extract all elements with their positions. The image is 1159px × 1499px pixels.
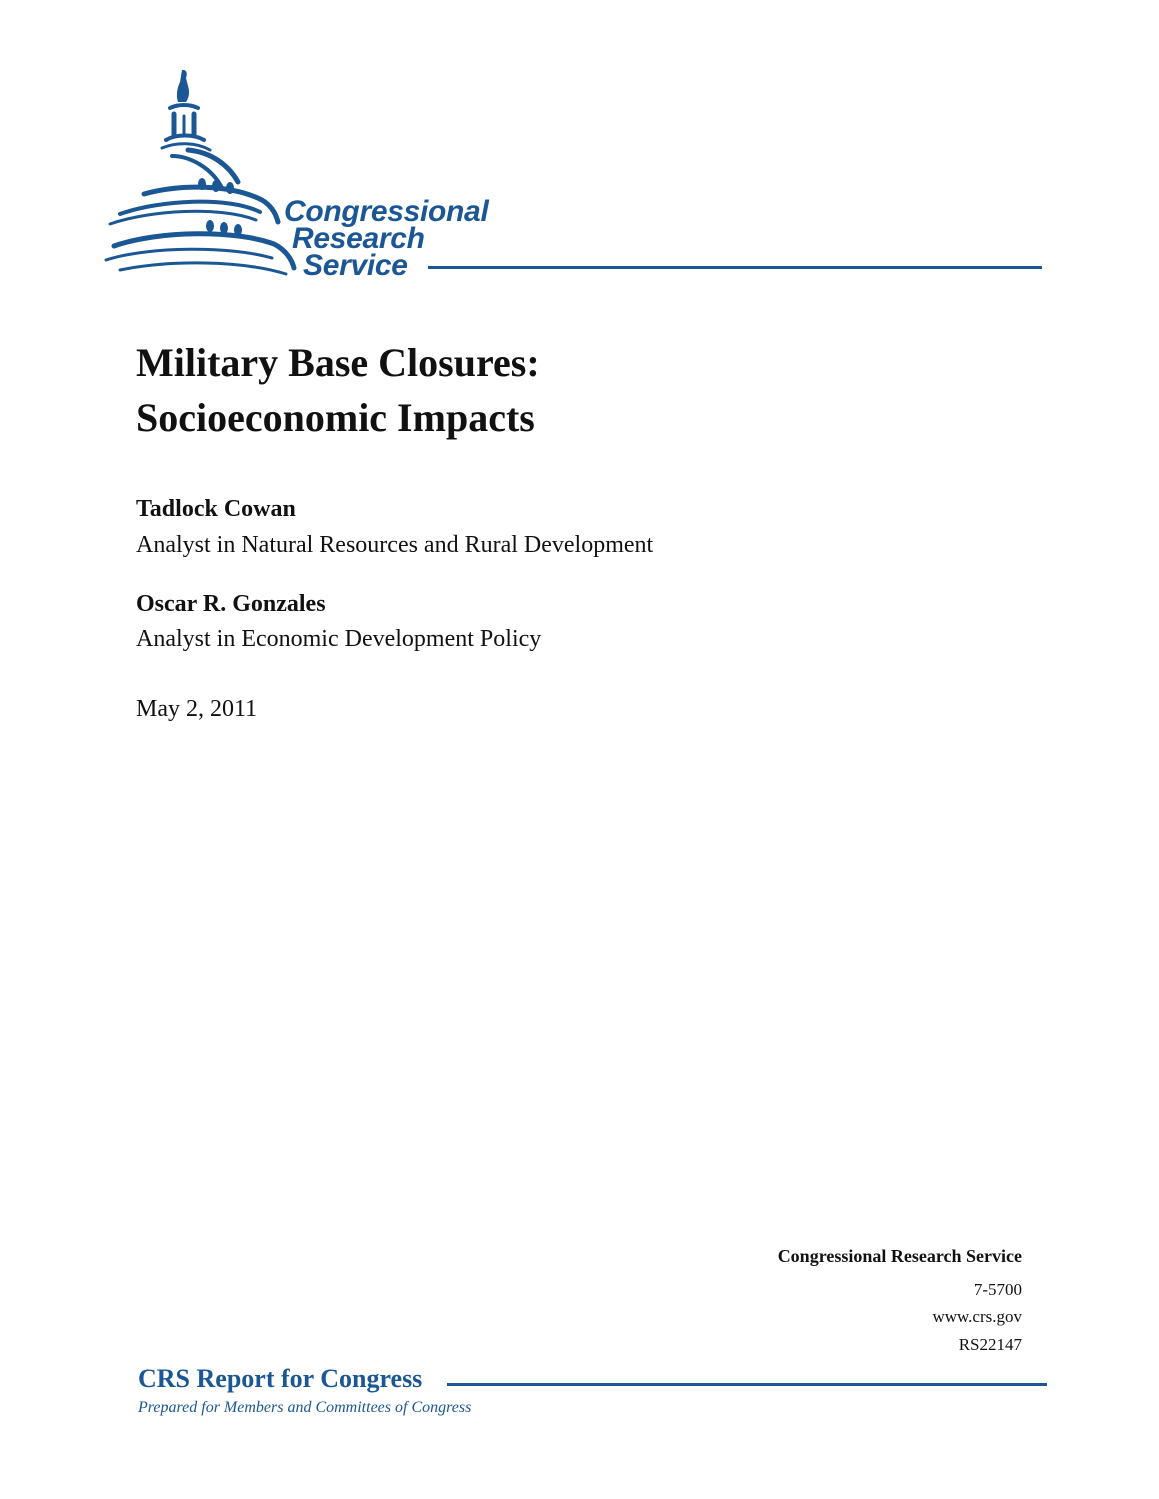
footer-title: CRS Report for Congress [138,1364,423,1393]
author-role: Analyst in Natural Resources and Rural Development [136,532,654,558]
report-title-line-2: Socioeconomic Impacts [136,395,535,440]
logo-word-congressional: Congressional [284,195,489,228]
logo-word-research: Research [292,222,425,255]
report-title-line-1: Military Base Closures: [136,340,540,385]
report-date: May 2, 2011 [136,696,258,722]
author-role: Analyst in Economic Development Policy [136,626,542,652]
publisher-phone: 7-5700 [973,1280,1022,1299]
publisher-name: Congressional Research Service [777,1246,1022,1266]
logo-word-service: Service [303,249,408,282]
author-name: Oscar R. Gonzales [136,591,326,617]
capitol-dome-icon [100,64,300,278]
publisher-website-link[interactable]: www.crs.gov [932,1307,1022,1326]
author-name: Tadlock Cowan [136,496,296,522]
report-number: RS22147 [958,1335,1022,1354]
header-rule [428,266,1042,269]
footer-subtitle: Prepared for Members and Committees of Congress [138,1399,472,1416]
footer-rule [447,1383,1047,1386]
